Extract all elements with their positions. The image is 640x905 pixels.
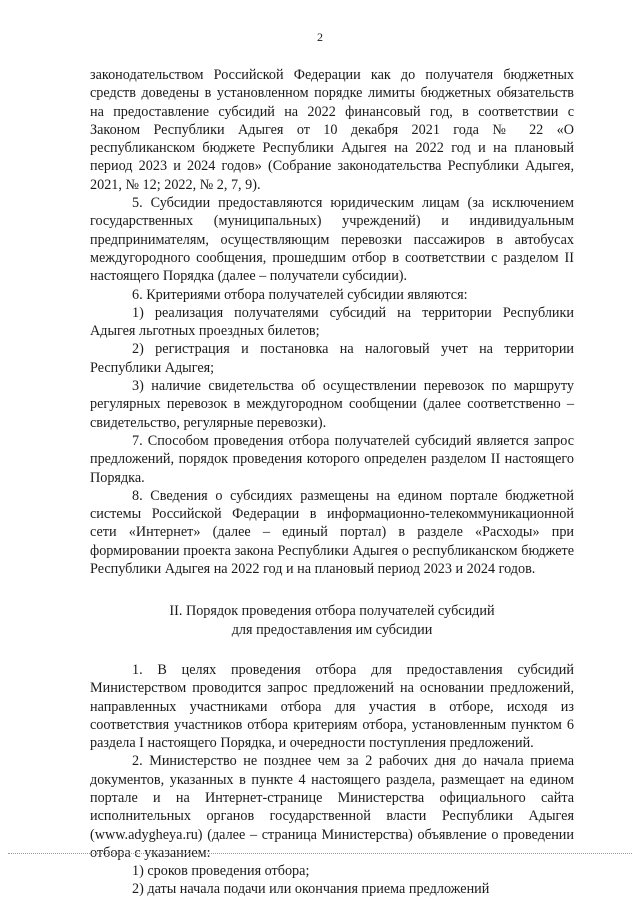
announcement-item-1: 1) сроков проведения отбора; — [132, 863, 310, 880]
paragraph-item-5: 5. Субсидии предоставляются юридическим лицам (за исключением государственных (муниципальных) учреждений) и индивидуальным предпринимателям, осуществляющим перевозки пассажиров в автобусах междугородного сообщения, прошедшим отбор в соответствии с разделом II настоящего Порядка (далее – получатели субсидии). — [90, 195, 574, 285]
section-heading — [90, 602, 574, 639]
scan-edge-line — [8, 853, 632, 854]
section-heading-line-2: для предоставления им субсидии — [231, 621, 433, 638]
section-paragraph-1: 1. В целях проведения отбора для предоставления субсидий Министерством проводится запрос предложений на основании предложений, направленных участниками отбора для участия в отборе, исходя из соответствия участников отбора критериям отбора, установленным пунктом 6 раздела I настоящего Порядка, и очередности поступления предложений. — [90, 661, 574, 752]
page-number: 2 — [317, 30, 323, 44]
paragraph-item-7: 7. Способом проведения отбора получателей субсидий является запрос предложений, порядок проведения которого определен разделом II настоящего Порядка. — [90, 432, 574, 486]
criterion-1: 1) реализация получателями субсидий на территории Республики Адыгея льготных проездных билетов; — [90, 304, 574, 340]
document-body — [90, 66, 574, 899]
paragraph-item-6: 6. Критериями отбора получателей субсидии являются: — [132, 286, 468, 303]
paragraph-continuation: законодательством Российской Федерации как до получателя бюджетных средств доведены в установленном порядке лимиты бюджетных обязательств на предоставление субсидий на 2022 финансовый год, в соответствии с Законом Республики Адыгея от 10 декабря 2021 года № 22 «О республиканском бюджете Республики Адыгея на 2022 год и на плановый период 2023 и 2024 годов» (Собрание законодательства Республики Адыгея, 2021, № 12; 2022, № 2, 7, 9). — [90, 67, 574, 193]
paragraph-item-8: 8. Сведения о субсидиях размещены на едином портале бюджетной системы Российской Федерации в информационно-телекоммуникационной сети «Интернет» (далее – единый портал) в разделе «Расходы» при формировании проекта закона Республики Адыгея о республиканском бюджете Республики Адыгея на 2022 год и на плановый период 2023 и 2024 годов. — [90, 487, 574, 578]
criterion-2: 2) регистрация и постановка на налоговый учет на территории Республики Адыгея; — [90, 341, 574, 376]
section-heading-line-1: II. Порядок проведения отбора получателей субсидий — [169, 603, 495, 620]
announcement-item-2: 2) даты начала подачи или окончания приема предложений — [132, 881, 490, 898]
section-paragraph-2: 2. Министерство не позднее чем за 2 рабочих дня до начала приема документов, указанных в пункте 4 настоящего раздела, размещает на едином портале и на Интернет-странице Министерства официального сайта исполнительных органов государственной власти Республики Адыгея (www.adygheya.ru) (далее – страница Министерства) объявление о проведении отбора с указанием: — [90, 753, 574, 861]
criterion-3: 3) наличие свидетельства об осуществлении перевозок по маршруту регулярных перевозок в междугородном сообщении (далее соответственно – свидетельство, регулярные перевозки). — [90, 378, 574, 431]
